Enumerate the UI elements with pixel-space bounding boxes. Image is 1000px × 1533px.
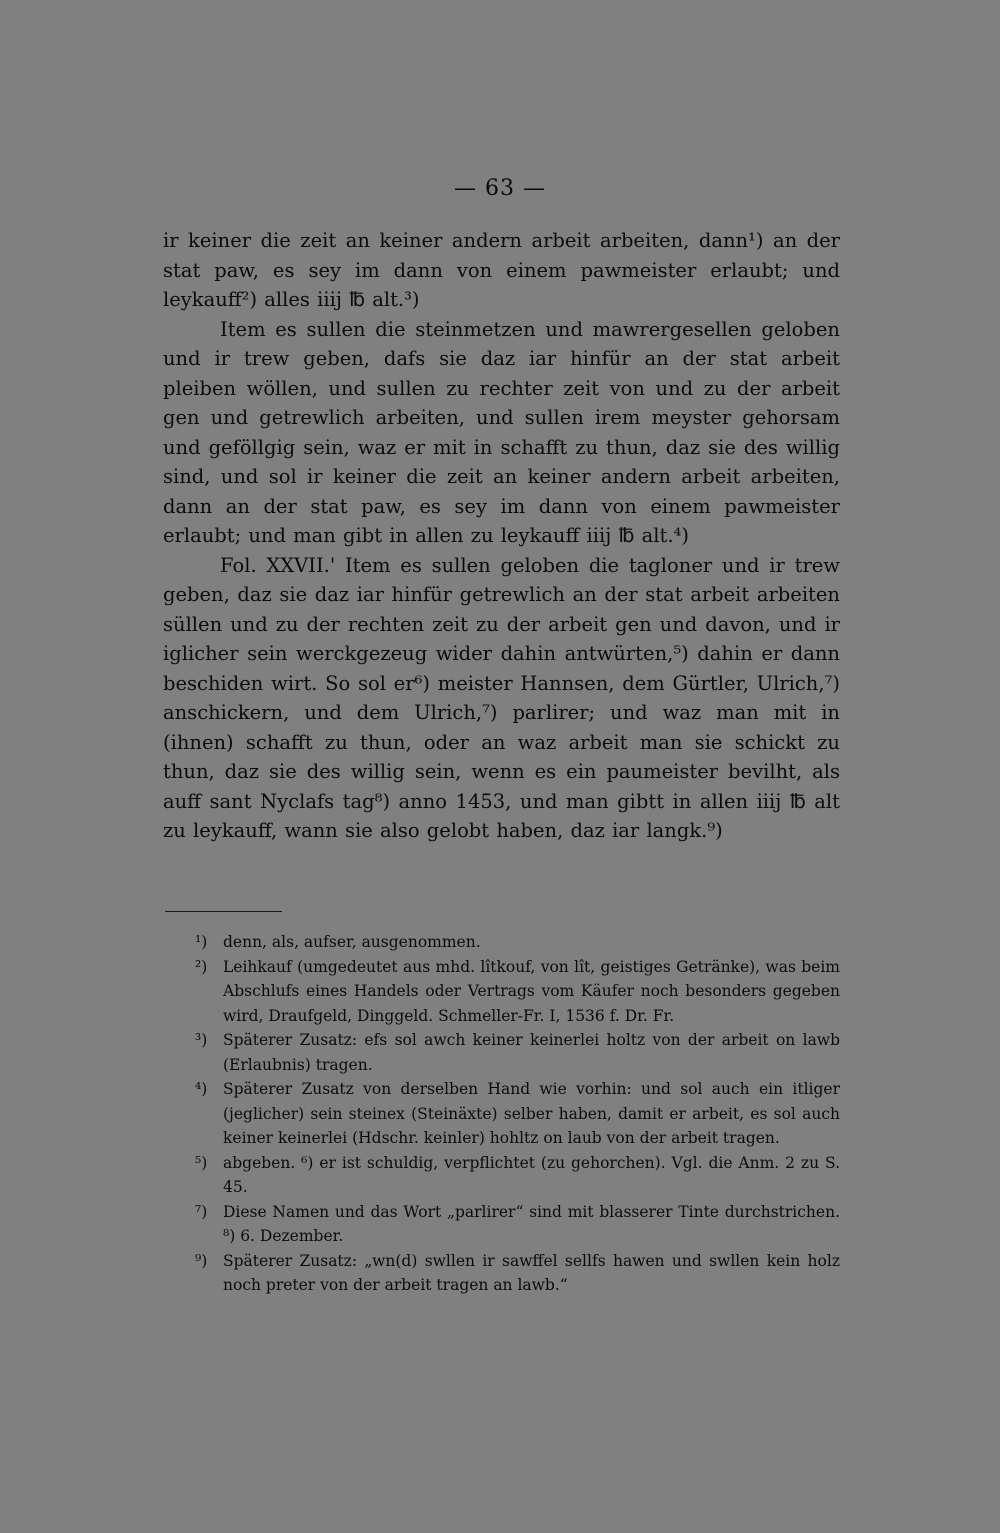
paragraph-2: Item es sullen die steinmetzen und mawrergesellen geloben und ir trew geben, dafs sie daz iar hinfür an der stat arbeit pleiben wöllen, und sullen zu rechter zeit von und zu der arbeit gen und getrewlich arbeiten, und sullen irem meyster gehorsam und geföllgig sein, waz er mit in schafft zu thun, daz sie des willig sind, und sol ir keiner die zeit an keiner andern arbeit arbeiten, dann an der stat paw, es sey im dann von einem pawmeister erlaubt; und man gibt in allen zu leykauff iiij ℔ alt.⁴) [163,317,840,547]
footnote-9 [195,1249,840,1298]
footnote-7 [195,1200,840,1249]
footnote-2 [195,955,840,1029]
page-number: — 63 — [454,176,546,201]
footnote-mark: ³) [195,1031,208,1049]
footnote-mark: ²) [195,957,208,976]
footnote-5 [195,1151,840,1200]
footnote-1 [195,930,840,955]
footnote-text: Diese Namen und das Wort „parlirer“ sind mit blasserer Tinte durchstrichen. ⁸) 6. Dezember. [223,1202,840,1245]
paragraph-3: Fol. XXVII.' Item es sullen geloben die tagloner und ir trew geben, daz sie daz iar hinfür getrewlich an der stat arbeit arbeiten süllen und zu der rechten zeit zu der arbeit gen und davon, und ir iglicher sein werckgezeug wider dahin antwürten,⁵) dahin er dann beschiden wirt. So sol er⁶) meister Hannsen, dem Gürtler, Ulrich,⁷) anschickern, und dem Ulrich,⁷) parlirer; und waz man mit in (ihnen) schafft zu thun, oder an waz arbeit man sie schickt zu thun, daz sie des willig sein, wenn es ein paumeister bevilht, als auff sant Nyclafs tag⁸) anno 1453, und man gibtt in allen iiij ℔ alt zu leykauff, wann sie also gelobt haben, daz iar langk.⁹) [163,553,840,842]
footnote-4 [195,1077,840,1151]
footnote-mark: ⁷) [195,1202,208,1221]
footnote-mark: ¹) [195,933,208,951]
footnote-text: Späterer Zusatz: efs sol awch keiner keinerlei holtz von der arbeit on lawb (Erlaubnis) tragen. [223,1031,840,1074]
footnote-text: denn, als, aufser, ausgenommen. [223,933,481,951]
footnote-mark: ⁹) [195,1251,208,1270]
paragraph-1: ir keiner die zeit an keiner andern arbeit arbeiten, dann¹) an der stat paw, es sey im dann von einem pawmeister erlaubt; und leykauff²) alles iiij ℔ alt.³) [163,229,840,311]
footnote-text: Späterer Zusatz: „wn(d) swllen ir sawffel sellfs hawen und swllen kein holz noch preter von der arbeit tragen an lawb.“ [223,1251,840,1294]
footnote-divider [165,911,282,912]
footnote-mark: ⁴) [195,1080,208,1098]
main-text [163,226,840,846]
footnote-text: Leihkauf (umgedeutet aus mhd. lîtkouf, von lît, geistiges Getränke), was beim Abschlufs eines Handels oder Vertrags vom Käufer noch besonders gegeben wird, Draufgeld, Dinggeld. Schmeller-Fr. I, 1536 f. Dr. Fr. [223,957,840,1025]
footnote-3 [195,1028,840,1077]
footnote-mark: ⁵) [195,1153,208,1172]
footnotes [195,930,840,1298]
footnote-text: abgeben. ⁶) er ist schuldig, verpflichtet (zu gehorchen). Vgl. die Anm. 2 zu S. 45. [223,1153,840,1196]
footnote-text: Späterer Zusatz von derselben Hand wie vorhin: und sol auch ein itliger (jeglicher) sein steinex (Steinäxte) selber haben, damit er arbeit, es sol auch keiner keinerlei (Hdschr. keinler) hohltz on laub von der arbeit tragen. [223,1080,840,1147]
